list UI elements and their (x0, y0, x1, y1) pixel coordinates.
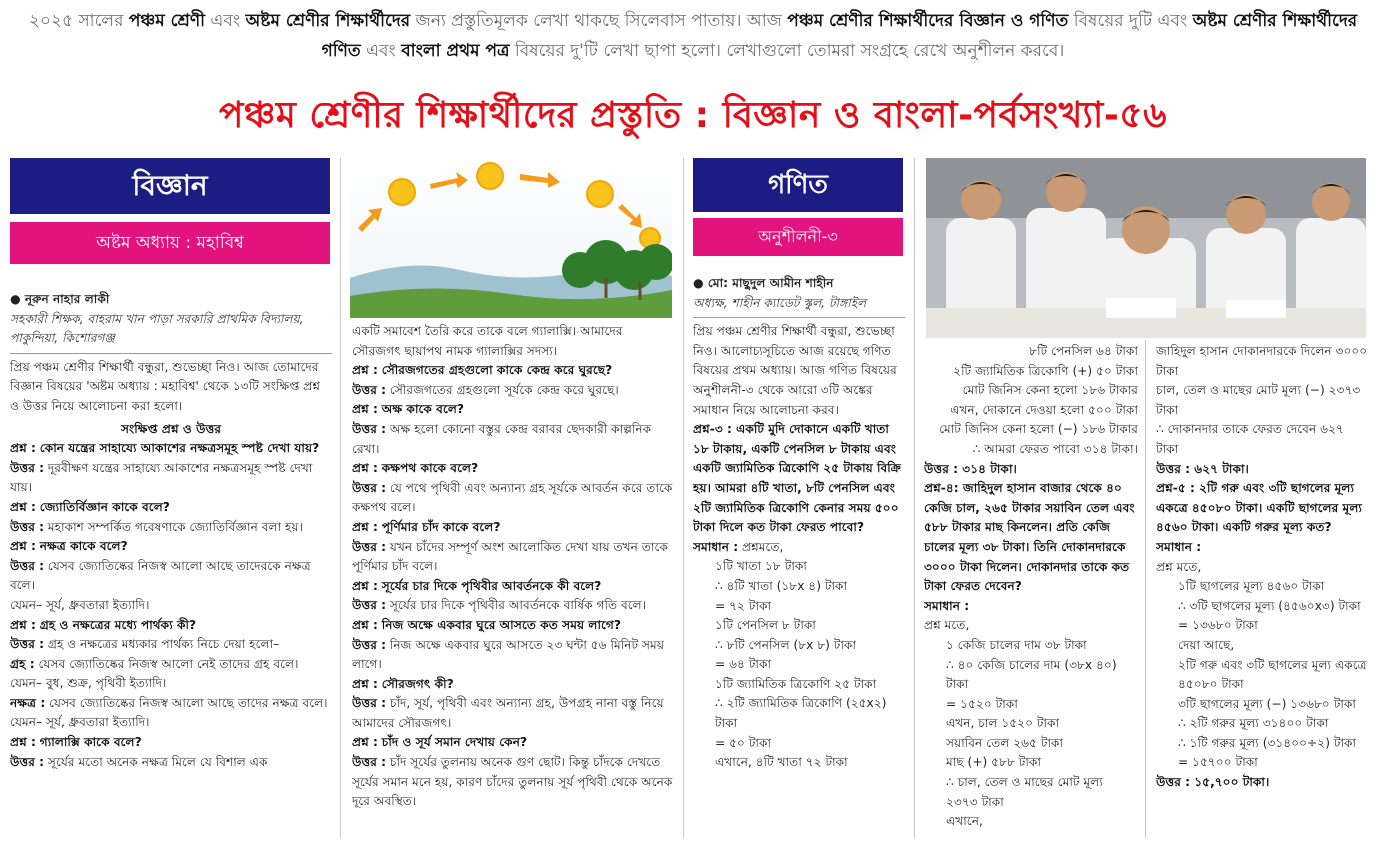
qa-text: নিজ অক্ষে একবার ঘুরে আসতে ২৩ ঘন্টা ৫৬ মিনিট সময় লাগে। (352, 637, 665, 672)
top-note-bold: অষ্টম শ্রেণীর শিক্ষার্থীদের গণিত (321, 11, 1358, 61)
qa-text: গ্রহ ও নক্ষত্রের মধ্যে পার্থক্য কী? (39, 617, 197, 632)
column-divider (1145, 340, 1146, 838)
qa-key: উত্তর : (10, 754, 45, 769)
science-subhead: সংক্ষিপ্ত প্রশ্ন ও উত্তর (120, 421, 222, 436)
calculation-line: ১ কেজি চালের দাম ৩৮ টাকা (946, 637, 1087, 652)
qa-text: মহাকাশ সম্পর্কিত গবেষণাকে জ্যোতির্বিজ্ঞান বলা হয়। (47, 519, 303, 534)
calculation-line: ১টি জ্যামিতিক ত্রিকোণি ২৫ টাকা (715, 676, 877, 691)
qa-key: উত্তর : (352, 696, 387, 711)
qa-text: সৌরজগতের গ্রহগুলো কাকে কেন্দ্র করে ঘুরছে? (381, 363, 613, 378)
answer-item (352, 479, 674, 518)
calculation-line: সয়াবিন তেল ২৬৫ টাকা (946, 735, 1064, 750)
qa-key: প্রশ্ন : (352, 735, 378, 750)
students-writing-icon (926, 158, 1366, 338)
qa-key: প্রশ্ন : (10, 617, 36, 632)
qa-key: প্রশ্ন : (352, 578, 378, 593)
qa-text: সূর্যের চার দিকে পৃথিবীর আবর্তনকে বার্ষিক গতি বলে। (389, 598, 647, 613)
question-item (352, 400, 674, 420)
qa-text: কোন যন্ত্রের সাহায্যে আকাশের নক্ষত্রসমূহ স্পষ্ট দেখা যায়? (39, 441, 320, 456)
qa-text: দূরবীক্ষণ যন্ত্রের সাহায্যে আকাশের নক্ষত্রসমূহ স্পষ্ট দেখা যায়। (10, 460, 313, 495)
top-note-text: বিষয়ের দুটি এবং (1068, 11, 1193, 31)
column-divider (683, 158, 684, 838)
qa-key: প্রশ্ন : (352, 363, 378, 378)
question-item (10, 498, 332, 518)
question-item (10, 616, 332, 636)
calculation-line: ∴ ১টি গরুর মূল্য (৩১৪০০÷২) টাকা (1178, 735, 1357, 750)
qa-text: সৌরজগতের গ্রহগুলো সূর্যকে কেন্দ্র করে ঘুরছে। (389, 382, 619, 397)
qa-key: নক্ষত্র : (10, 695, 46, 710)
solution-head: প্রশ্ন মতে, (1156, 559, 1202, 574)
calculation-line: = ১৫৭০০ টাকা (1178, 755, 1258, 770)
qa-text: চাঁদ সূর্যের তুলনায় অনেক গুণ ছোট। কিন্তু চাঁদকে দেখতে সূর্যের সমান মনে হয়, কারণ চাঁদের তুলনায় সূর্য পৃথিবী থেকে অনেক দূরে অবস্থিত। (352, 755, 673, 809)
math-q5-calculation (1156, 577, 1368, 773)
qa-text: কক্ষপথ কাকে বলে? (381, 461, 479, 476)
question-item (352, 675, 674, 695)
qa-text: যেমন– সূর্য, ধ্রুবতারা ইত্যাদি। (10, 597, 150, 612)
question-item (352, 577, 674, 597)
top-note-bold: পঞ্চম শ্রেণীর শিক্ষার্থীদের বিজ্ঞান ও গণিত (787, 11, 1069, 31)
answer-item (352, 420, 674, 459)
calculation-line: এখানে, ৪টি খাতা ৭২ টাকা (715, 755, 848, 770)
answer-item (10, 694, 332, 733)
qa-key: উত্তর : (10, 519, 45, 534)
top-note-text: এবং (360, 41, 402, 61)
qa-key: উত্তর : (352, 539, 387, 554)
math-question-3: প্রশ্ন-৩ : একটি মুদি দোকানে একটি খাতা ১৮ টাকায়, একটি পেনসিল ৮ টাকায় এবং একটি জ্যামিতিক ত্রিকোণি ২৫ টাকায় বিক্রি হয়। আমরা ৪টি খাতা, ৮টি পেনসিল এবং ২টি জ্যামিতিক ত্রিকোণি কেনার সময় ৫০০ টাকা দিলে কত টাকা ফেরত পাবো? (693, 422, 901, 535)
math-column-3 (1156, 342, 1368, 840)
answer-item (10, 635, 332, 655)
calculation-line: ১টি খাতা ১৮ টাকা (715, 559, 807, 574)
students-photo (926, 158, 1366, 338)
calculation-line: ২টি গরু এবং ৩টি ছাগলের মূল্য একত্রে ৪৫০৮০ টাকা (1178, 657, 1367, 692)
column-divider (914, 158, 915, 838)
qa-key: উত্তর : (352, 598, 387, 613)
calculation-line: ∴ ৮টি পেনসিল (৮x ৮) টাকা (715, 637, 857, 652)
qa-key: উত্তর : (10, 637, 45, 652)
qa-key: উত্তর : (352, 755, 387, 770)
top-note-bold: বাংলা প্রথম পত্র (401, 41, 510, 61)
question-item (352, 459, 674, 479)
qa-text: অক্ষ হলো কোনো বস্তুর কেন্দ্র বরাবর ছেদকারী কাল্পনিক রেখা। (352, 421, 652, 456)
qa-key: প্রশ্ন : (10, 735, 36, 750)
science-section-title: বিজ্ঞান (10, 158, 330, 214)
qa-text: যেসব জ্যোতিষ্কের নিজস্ব আলো নেই তাদের গ্রহ বলে। যেমন– বুধ, শুক্র, পৃথিবী ইত্যাদি। (10, 656, 299, 691)
sun-path-illustration (350, 158, 672, 318)
qa-key: প্রশ্ন : (352, 402, 378, 417)
qa-text: পূর্ণিমার চাঁদ কাকে বলে? (381, 519, 501, 534)
sun-path-icon (350, 158, 672, 318)
calculation-line: মাছ (+) ৫৮৮ টাকা (946, 755, 1041, 770)
question-item (352, 616, 674, 636)
answer-item (352, 381, 674, 401)
top-note-text: এবং (205, 11, 246, 31)
math-section-title: গণিত (693, 158, 903, 212)
answer-item (10, 518, 332, 538)
divider (693, 317, 905, 318)
qa-key: প্রশ্ন : (10, 499, 36, 514)
math-column-2 (924, 342, 1138, 840)
answer-item (352, 753, 674, 812)
math-question-5: প্রশ্ন-৫ : ২টি গরু এবং ৩টি ছাগলের মূল্য একত্রে ৪৫০৮০ টাকা। একটি ছাগলের মূল্য ৪৫৬০ টাকা। একটি গরুর মূল্য কত? (1156, 481, 1362, 535)
answer-item (10, 753, 332, 773)
science-qa-list (10, 439, 332, 772)
solution-head: প্রশ্ন মতে, (924, 618, 970, 633)
qa-key: উত্তর : (352, 421, 387, 436)
calculation-line: ∴ দোকানদার তাকে ফেরত দেবেন ৬২৭ টাকা (1156, 422, 1344, 456)
calculation-line: এখানে, (946, 814, 983, 829)
calculation-line: ∴ ৩টি ছাগলের মূল্য (৪৫৬০x৩) টাকা (1178, 598, 1361, 613)
math-q4-calculation-continued (1156, 342, 1368, 460)
question-item (10, 733, 332, 753)
math-q3-calculation (693, 557, 905, 773)
solution-label: সমাধান : (1156, 539, 1202, 554)
qa-text: যখন চাঁদের সম্পূর্ণ অংশ আলোকিত দেখা যায় তখন তাকে পূর্ণিমার চাঁদ বলে। (352, 539, 668, 574)
math-answer-3: উত্তর : ৩১৪ টাকা। (924, 461, 1017, 476)
qa-key: প্রশ্ন : (10, 539, 36, 554)
qa-text: যেসব জ্যোতিষ্কের নিজস্ব আলো আছে তাদেরকে নক্ষত্র বলে। (10, 558, 311, 593)
answer-item (352, 596, 674, 616)
qa-key: উত্তর : (352, 480, 387, 495)
qa-text: যে পথে পৃথিবী এবং অন্যান্য গ্রহ সূর্যকে আবর্তন করে তাকে কক্ষপথ বলে। (352, 480, 673, 515)
science-affiliation: সহকারী শিক্ষক, বাহরাম খান পাড়া সরকারি প্রাথমিক বিদ্যালয়, পাকুন্দিয়া, কিশোরগঞ্জ (10, 311, 304, 346)
science-qa-list-continued (352, 322, 674, 812)
question-item (352, 518, 674, 538)
calculation-line: ৩টি ছাগলের মূল্য (−) ১৩৬৮০ টাকা (1178, 696, 1356, 711)
math-column-1 (693, 158, 905, 838)
calculation-line: ∴ আমরা ফেরত পাবো ৩১৪ টাকা। (972, 441, 1138, 456)
solution-label: সমাধান : (924, 598, 970, 613)
qa-key: উত্তর : (10, 460, 45, 475)
calculation-line: এখন, দোকানে দেওয়া হলো ৫০০ টাকা (950, 402, 1138, 417)
qa-text: অক্ষ কাকে বলে? (381, 402, 464, 417)
answer-item (352, 636, 674, 675)
top-note-text: ২০২৫ সালের (28, 11, 129, 31)
qa-text: নক্ষত্র কাকে বলে? (39, 539, 128, 554)
calculation-line: ∴ ২টি জ্যামিতিক ত্রিকোণি (২৫x২) টাকা (715, 696, 887, 731)
qa-key: প্রশ্ন : (352, 617, 378, 632)
calculation-line: = ৬৪ টাকা (715, 657, 772, 672)
calculation-line: = ৫০ টাকা (715, 735, 772, 750)
science-author: ● নূরুন নাহার লাকী (10, 292, 110, 306)
calculation-line: মোট জিনিস কেনা হলো (−) ১৮৬ টাকার (939, 422, 1138, 437)
qa-key: উত্তর : (10, 558, 45, 573)
qa-text: নিজ অক্ষে একবার ঘুরে আসতে কত সময় লাগে? (381, 617, 621, 632)
answer-item (10, 557, 332, 596)
math-question-4: প্রশ্ন-৪: জাহিদুল হাসান বাজার থেকে ৪০ কেজি চাল, ২৬৫ টাকার সয়াবিন তেল এবং ৫৮৮ টাকার মাছ কিনলেন। প্রতি কেজি চালের মূল্য ৩৮ টাকা। তিনি দোকানদারকে ৩০০০ টাকা দিলেন। দোকানদার তাকে কত টাকা ফেরত দেবেন? (924, 481, 1135, 594)
top-note-full (20, 6, 1366, 66)
calculation-line: ∴ চাল, তেল ও মাছের মোট মূল্য ২৩৭৩ টাকা (946, 775, 1103, 809)
math-answer-4: উত্তর : ৬২৭ টাকা। (1156, 461, 1249, 476)
solution-label: সমাধান : (693, 539, 739, 554)
question-item (352, 733, 674, 753)
qa-text: সূর্যের চার দিকে পৃথিবীর আবর্তনকে কী বলে? (381, 578, 602, 593)
calculation-line: = ১৫২০ টাকা (946, 696, 1018, 711)
qa-key: গ্রহ : (10, 656, 35, 671)
calculation-line: চাল, তেল ও মাছের মোট মূল্য (−) ২৩৭৩ টাকা (1156, 383, 1361, 417)
calculation-line: ∴ ৪টি খাতা (১৮x ৪) টাকা (715, 578, 848, 593)
qa-text: যেসব জ্যোতিষ্কের নিজস্ব আলো আছে তাদের নক্ষত্র বলে। যেমন– সূর্য, ধ্রুবতারা ইত্যাদি। (10, 695, 328, 730)
math-answer-5: উত্তর : ১৫,৭০০ টাকা। (1156, 775, 1270, 790)
answer-item (352, 538, 674, 577)
calculation-line: = ১৩৬৮০ টাকা (1178, 618, 1258, 633)
qa-text: একটি সমাবেশ তৈরি করে তাকে বলে গ্যালাক্সি। আমাদের সৌরজগৎ ছায়াপথ নামক গ্যালাক্সির সদস্য। (352, 324, 623, 358)
question-item (352, 361, 674, 381)
calculation-line: = ৭২ টাকা (715, 598, 772, 613)
math-chapter-title: অনুশীলনী-৩ (693, 218, 903, 256)
top-note-bold: পঞ্চম শ্রেণী (128, 11, 206, 31)
question-item (10, 537, 332, 557)
calculation-line: জাহিদুল হাসান দোকানদারকে দিলেন ৩০০০ টাকা (1156, 344, 1368, 378)
top-note-text: বিষয়ের দু'টি লেখা ছাপা হলো। লেখাগুলো তোমরা সংগ্রহে রেখে অনুশীলন করবে। (509, 41, 1065, 61)
science-intro: প্রিয় পঞ্চম শ্রেণীর শিক্ষার্থী বন্ধুরা, শুভেচ্ছা নিও। আজ তোমাদের বিজ্ঞান বিষয়ের 'অষ্টম অধ্যায় : মহাবিশ্ব' থেকে ১৩টি সংক্ষিপ্ত প্রশ্ন ও উত্তর নিয়ে আলোচনা করা হলো। (10, 359, 321, 413)
science-chapter-title: অষ্টম অধ্যায় : মহাবিশ্ব (10, 222, 330, 264)
calculation-line: এখন, চাল ১৫২০ টাকা (946, 716, 1060, 731)
question-item (10, 439, 332, 459)
qa-key: প্রশ্ন : (352, 519, 378, 534)
solution-head: প্রশ্নমতে, (741, 539, 784, 554)
qa-key: উত্তর : (352, 637, 387, 652)
calculation-line: ৮টি পেনসিল ৬৪ টাকা (1029, 344, 1138, 358)
science-column-1 (10, 158, 332, 838)
qa-key: প্রশ্ন : (352, 461, 378, 476)
math-q3-calculation-continued (924, 342, 1138, 460)
science-column-2 (352, 322, 674, 840)
calculation-line: মোট জিনিস কেনা হলো ১৮৬ টাকার (962, 383, 1138, 398)
qa-text: চাঁদ, সূর্য, পৃথিবী এবং অন্যান্য গ্রহ, উপগ্রহ নানা বস্তু নিয়ে আমাদের সৌরজগৎ। (352, 696, 664, 730)
top-note-bold: অষ্টম শ্রেণীর শিক্ষার্থীদের (245, 11, 411, 31)
qa-key: প্রশ্ন : (352, 676, 378, 691)
answer-item (352, 694, 674, 733)
qa-text: সৌরজগৎ কী? (381, 676, 454, 691)
top-note-text: জন্য প্রস্তুতিমূলক লেখা থাকছে সিলেবাস পাতায়। আজ (410, 11, 788, 31)
column-divider (340, 158, 341, 838)
math-affiliation: অধ্যক্ষ, শাহীন ক্যাডেট স্কুল, টাঙ্গাইল (693, 295, 867, 310)
answer-item (10, 459, 332, 498)
answer-item (10, 596, 332, 616)
math-intro: প্রিয় পঞ্চম শ্রেণীর শিক্ষার্থী বন্ধুরা, শুভেচ্ছা নিও। আলোচ্যসূচিতে আজ রয়েছে গণিত বিষয়ের প্রথম অধ্যায়। আজ গণিত বিষয়ের অনুশীলনী-৩ থেকে আরো ৩টি অঙ্কের সমাধান নিয়ে আলোচনা করব। (693, 324, 897, 417)
calculation-line: দেয়া আছে, (1178, 637, 1235, 652)
math-q4-calculation (924, 636, 1138, 832)
calculation-line: ২টি জ্যামিতিক ত্রিকোণি (+) ৫০ টাকা (953, 363, 1138, 378)
qa-text: গ্যালাক্সি কাকে বলে? (39, 735, 142, 750)
qa-text: চাঁদ ও সূর্য সমান দেখায় কেন? (381, 735, 528, 750)
calculation-line: ∴ ২টি গরুর মূল্য ৩১৪০০ টাকা (1178, 716, 1329, 731)
qa-key: প্রশ্ন : (10, 441, 36, 456)
answer-item (352, 322, 674, 361)
page-headline: পঞ্চম শ্রেণীর শিক্ষার্থীদের প্রস্তুতি : বিজ্ঞান ও বাংলা-পর্বসংখ্যা-৫৬ (218, 95, 1168, 136)
divider (10, 353, 332, 354)
qa-text: গ্রহ ও নক্ষত্রের মধ্যকার পার্থক্য নিচে দেয়া হলো– (47, 637, 280, 652)
calculation-line: ∴ ৪০ কেজি চালের দাম (৩৮x ৪০) টাকা (946, 657, 1117, 692)
qa-text: জ্যোতির্বিজ্ঞান কাকে বলে? (39, 499, 170, 514)
answer-item (10, 655, 332, 694)
calculation-line: ১টি ছাগলের মূল্য ৪৫৬০ টাকা (1178, 579, 1325, 594)
qa-text: সূর্যের মতো অনেক নক্ষত্র মিলে যে বিশাল এক (47, 754, 268, 769)
math-author: ● মো: মাছুদুল আমীন শাহীন (693, 276, 834, 290)
qa-key: উত্তর : (352, 382, 387, 397)
calculation-line: ১টি পেনসিল ৮ টাকা (715, 618, 816, 633)
